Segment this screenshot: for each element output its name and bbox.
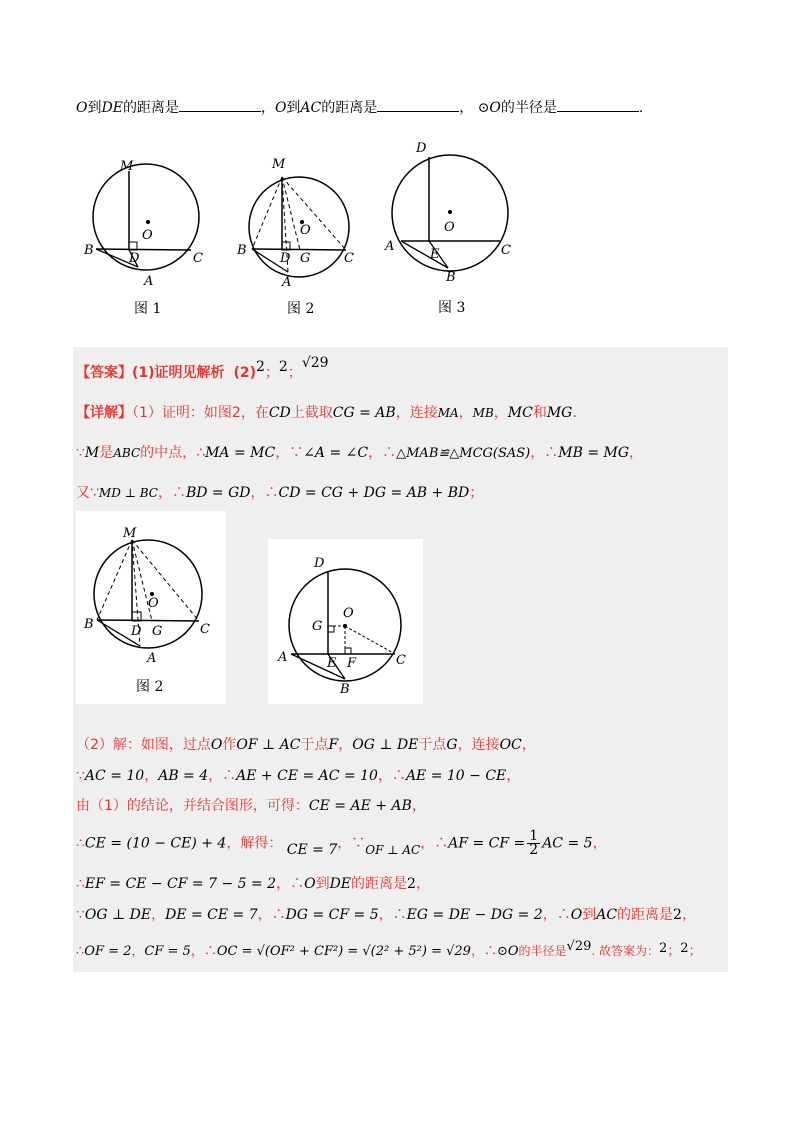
detail-line-8	[76, 873, 430, 893]
d1-conn: ，连接	[395, 405, 438, 421]
fig1-center-dot	[146, 220, 150, 224]
d4-yu2: 于点	[418, 737, 447, 753]
fig4-label-a: A	[147, 651, 157, 666]
figure-1	[80, 150, 210, 325]
d1-mb: MB	[472, 406, 494, 420]
q-distance-label-2: 的距离是	[321, 100, 378, 116]
fig5-center-dot	[343, 624, 347, 628]
fig5-label-o: O	[343, 606, 354, 621]
fig5-label-f: F	[347, 656, 357, 671]
d3-t2: ，∴	[250, 485, 279, 501]
d7-eq2: CE = 7	[286, 841, 338, 858]
d7-b: ，∵	[337, 835, 366, 852]
d5-eq2: AB = 4	[158, 768, 209, 784]
d5-t2: ，∴	[377, 768, 406, 784]
d5-end: ，	[506, 768, 521, 784]
d2-eq2: ∠A = ∠C	[303, 445, 369, 461]
detail-line-4	[76, 734, 536, 754]
d7-solve: ，解得：	[226, 835, 283, 852]
fig4-label-d: D	[131, 624, 142, 639]
d7-eq4a: AF = CF =	[448, 835, 526, 852]
blank-2[interactable]	[377, 99, 459, 112]
d9-eq1: OG ⊥ DE	[84, 907, 152, 923]
answer-value-2: 2	[278, 359, 288, 375]
answer-sep-1: ；	[264, 365, 279, 381]
fig1-label-o: O	[142, 228, 153, 243]
blank-3[interactable]	[557, 99, 639, 112]
fig5-label-a: A	[278, 650, 288, 665]
fig2-label-c: C	[344, 251, 354, 266]
fig5-right-angle-f	[345, 648, 351, 654]
d10-s1: ；	[667, 944, 681, 959]
fig3-label-b: B	[446, 270, 456, 285]
fig3-label-c: C	[501, 243, 511, 258]
d10-t: ∴	[76, 944, 85, 959]
d7-fraction	[527, 830, 540, 857]
fig3-label-e: E	[430, 247, 440, 262]
d1-text: （1）证明：如图2，在	[132, 405, 269, 421]
d6-end: ，	[411, 798, 426, 814]
d9-end: ，	[681, 907, 696, 923]
fig2-label-b: B	[237, 243, 247, 258]
d10-a2: 2	[680, 941, 689, 956]
d2-b2: ，∵	[275, 445, 304, 461]
d3-eq1: MD ⊥ BC	[98, 486, 158, 500]
fig4-label-g: G	[152, 624, 163, 639]
answer-part1: (1)证明见解析	[132, 365, 225, 381]
d7-eq4b: AC = 5	[542, 835, 593, 852]
detail-line-10	[76, 940, 702, 959]
fig2-dashed-mc	[282, 177, 346, 250]
d8-de: DE	[329, 876, 352, 892]
d9-b: ∵	[76, 907, 85, 923]
fig2-label-m: M	[272, 157, 286, 172]
d8-o: O	[304, 876, 316, 892]
d10-rad: 的半径是	[518, 944, 567, 958]
q-radius-label: 的半径是	[500, 100, 557, 116]
d8-t2: ，∴	[276, 876, 305, 892]
d1-end: .	[572, 405, 577, 421]
answer-label: 【答案】	[76, 365, 132, 381]
d4-c1: ，	[338, 737, 353, 753]
d2-arc: ABC	[113, 446, 141, 460]
d4-g: G	[446, 737, 458, 753]
answer-part2: (2)	[233, 365, 256, 381]
fig4-caption: 图 2	[136, 679, 164, 695]
d5-eq1: AC = 10	[84, 768, 145, 784]
detail-line-5	[76, 765, 520, 785]
fig4-circle	[94, 540, 202, 648]
fig1-label-b: B	[84, 243, 94, 258]
d2-eq4: MB = MG	[558, 445, 630, 461]
d1-cd: CD	[268, 405, 291, 421]
fig5-label-c: C	[396, 653, 406, 668]
q-period: .	[638, 100, 644, 116]
fig1-chord-bc	[96, 249, 191, 250]
d7-den: 2	[529, 842, 539, 858]
fig5-right-angle-g	[328, 626, 334, 632]
d9-eq2: DE = CE = 7	[165, 907, 258, 923]
d8-dao: 到	[315, 876, 330, 892]
fig3-label-a: A	[385, 239, 395, 254]
d4-end: ，	[521, 737, 536, 753]
d8-end: ，	[415, 876, 430, 892]
d5-eq3: AE + CE = AC = 10	[236, 768, 378, 784]
d1-mid: 上截取	[290, 405, 333, 421]
fig4-chord-bc	[97, 620, 199, 621]
d5-c1: ，	[144, 768, 159, 784]
d4-zuo: 作	[222, 737, 237, 753]
d1-mc: MC	[507, 405, 533, 421]
d9-eq3: DG = CF = 5	[285, 907, 379, 923]
d2-eq3: △MAB≌△MCG(SAS)	[396, 446, 531, 461]
answer-sep-2: ；	[287, 365, 302, 381]
q-point-o-2: O	[274, 100, 287, 116]
fig3-segment-ab	[401, 241, 448, 268]
d4-text: （2）解：如图，过点	[76, 737, 211, 753]
d10-v: √29	[566, 939, 592, 954]
d4-oc: OC	[499, 737, 522, 753]
d4-eq1: OF ⊥ AC	[236, 737, 301, 753]
fig2-label-o: O	[300, 223, 311, 238]
d10-t2: ，∴	[470, 944, 497, 959]
detail-label: 【详解】	[76, 405, 132, 421]
fig2-label-d: D	[280, 251, 291, 266]
fig1-label-c: C	[193, 251, 203, 266]
q-comma-1: ，	[260, 100, 275, 116]
d7-eq3: OF ⊥ AC	[365, 842, 421, 857]
d1-mg: MG	[546, 405, 573, 421]
answer-value-3: √29	[301, 355, 329, 371]
fig4-label-b: B	[84, 617, 94, 632]
fig1-label-m: M	[120, 159, 134, 174]
fig4-dashed-mc	[132, 540, 199, 621]
fig3-label-o: O	[444, 220, 455, 235]
d2-mid: 的中点，∴	[140, 445, 206, 461]
question-line	[76, 97, 643, 117]
detail-line-6	[76, 795, 426, 815]
fig2-label-a: A	[282, 275, 292, 290]
answer-value-1: 2	[256, 359, 265, 375]
d5-because: ∵	[76, 768, 85, 784]
fig2-label-g: G	[300, 251, 311, 266]
d5-t1: ，∴	[208, 768, 237, 784]
fig4-label-c: C	[200, 622, 210, 637]
d10-eq3: OC = √(OF² + CF²) = √(2² + 5²) = √29	[216, 944, 471, 959]
d6-eq: CE = AE + AB	[308, 798, 412, 814]
d10-c1: ，	[131, 944, 145, 959]
d4-eq2: OG ⊥ DE	[352, 737, 419, 753]
d9-dao: 到	[582, 907, 597, 923]
d10-fin: . 故答案为：	[591, 944, 659, 958]
d3-you: 又∵	[76, 485, 99, 501]
d9-t3: ，∴	[542, 907, 571, 923]
q-segment-ac: AC	[300, 100, 322, 116]
answer-line	[76, 355, 329, 382]
d6-text: 由（1）的结论，并结合图形，可得：	[76, 798, 309, 814]
d5-eq4: AE = 10 − CE	[405, 768, 507, 784]
q-comma-2: ，	[459, 100, 474, 116]
figure-3	[378, 135, 518, 320]
d4-o: O	[210, 737, 223, 753]
d8-dist: 的距离是	[351, 876, 408, 892]
detail-line-9	[76, 904, 696, 924]
detail-line-3	[76, 482, 483, 502]
fig1-label-a: A	[144, 274, 154, 289]
fig5-label-d: D	[314, 556, 325, 571]
d10-a1: 2	[659, 941, 668, 956]
fig2-chord-bc	[252, 249, 346, 250]
d9-t1: ，∴	[257, 907, 286, 923]
fig5-dashed-oc	[345, 626, 395, 654]
d10-t1: ，∴	[190, 944, 217, 959]
fig3-label-d: D	[416, 141, 427, 156]
fig5-label-g: G	[312, 619, 323, 634]
d9-dist: 的距离是	[617, 907, 674, 923]
q-segment-de: DE	[101, 100, 123, 116]
d10-eq1: OF = 2	[84, 944, 132, 959]
d2-because: ∵	[76, 445, 85, 461]
d3-eq3: CD = CG + DG = AB + BD	[278, 485, 470, 501]
d7-eq1: CE = (10 − CE) + 4	[84, 835, 227, 852]
q-circle-o: ⊙O	[477, 100, 501, 116]
d9-v: 2	[673, 907, 682, 923]
d9-ac: AC	[596, 907, 618, 923]
q-to-2: 到	[286, 100, 301, 116]
fig1-label-d: D	[129, 251, 140, 266]
detail-line-1: 【详解】（1）证明：如图2，在CD上截取CG = AB，连接MA，MB，MC和MG.	[76, 405, 577, 421]
fig2-caption: 图 2	[287, 301, 315, 317]
d8-t: ∴	[76, 876, 85, 892]
d2-eq1: MA = MC	[205, 445, 276, 461]
fig5-label-e: E	[327, 656, 337, 671]
d7-num: 1	[529, 828, 539, 844]
figure-5	[270, 541, 420, 701]
d10-o: ⊙O	[496, 944, 519, 959]
figure-4	[80, 515, 225, 700]
d8-v: 2	[407, 876, 416, 892]
q-distance-label-1: 的距离是	[122, 100, 179, 116]
d2-m: M	[84, 445, 100, 461]
detail-line-2	[76, 442, 643, 462]
d8-eq: EF = CE − CF = 7 − 5 = 2	[84, 876, 277, 892]
d1-and: 和	[532, 405, 547, 421]
d10-eq2: CF = 5	[144, 944, 191, 959]
d9-eq4: EG = DE − DG = 2	[406, 907, 543, 923]
figure-2	[232, 150, 367, 325]
d9-t2: ，∴	[378, 907, 407, 923]
fig2-circle	[249, 177, 349, 277]
d2-is: 是	[99, 445, 114, 461]
d7-t: ∴	[76, 835, 85, 852]
blank-1[interactable]	[179, 99, 261, 112]
d4-yu: 于点	[300, 737, 329, 753]
d2-t2: ，∴	[368, 445, 397, 461]
d2-end: ，	[629, 445, 644, 461]
fig4-label-o: O	[148, 596, 159, 611]
d3-t1: ，∴	[157, 485, 186, 501]
d2-t3: ，∴	[530, 445, 559, 461]
detail-line-7	[76, 830, 607, 857]
d4-conn: ，连接	[457, 737, 500, 753]
d9-c1: ，	[151, 907, 166, 923]
fig4-label-m: M	[123, 526, 137, 541]
d1-ma: MA	[437, 406, 459, 420]
fig1-caption: 图 1	[134, 301, 162, 317]
fig3-caption: 图 3	[438, 300, 466, 316]
d9-o: O	[570, 907, 583, 923]
fig3-center-dot	[448, 210, 452, 214]
d7-t2: ，∴	[420, 835, 449, 852]
d1-eq: CG = AB	[332, 405, 396, 421]
q-point-o-1: O	[76, 100, 88, 116]
d3-eq2: BD = GD	[185, 485, 251, 501]
q-to-1: 到	[87, 100, 102, 116]
d3-end: ；	[469, 485, 484, 501]
d7-end: ，	[592, 835, 607, 852]
d10-s2: ；	[688, 944, 702, 959]
fig5-label-b: B	[340, 682, 350, 697]
d4-f: F	[328, 737, 339, 753]
